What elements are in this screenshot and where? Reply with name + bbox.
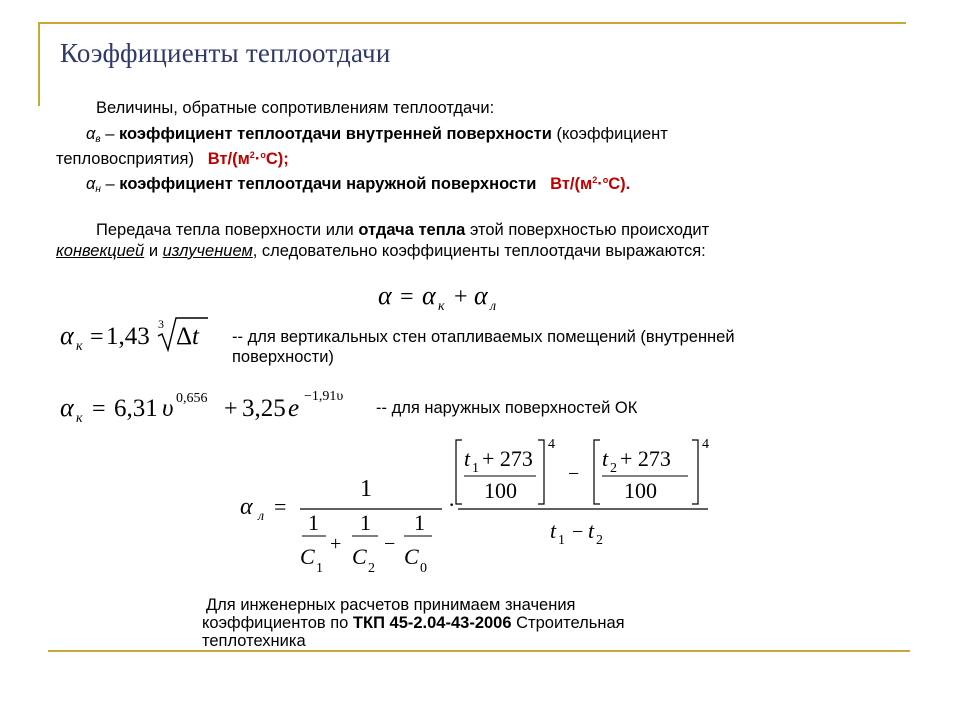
f3-den-t1-sub: 1 [558,533,565,548]
transfer-line2 [56,241,706,261]
convection-term: конвекцией [56,242,145,260]
f3-t1-sub: 1 [472,461,479,476]
f3-c2: C [352,544,367,569]
slide-title: Коэффициенты теплоотдачи [60,38,391,68]
alpha-in-rest: (коэффициент [551,125,668,143]
main-alpha-l: α [474,281,488,310]
f2-alpha: α [60,393,74,422]
f1-k-sub: к [76,339,83,354]
note-line2a: коэффициентов по [202,614,353,632]
alpha-in-unit: $Вт/(м^2\cdot^оС)$; [207,150,289,168]
footer-rule [48,650,910,652]
f1-eq: = [90,324,104,350]
f3-bracket-2-left [594,440,600,504]
title-vertical-rule [38,22,40,106]
alpha-out-dash: – [100,175,120,193]
f3-one-b: 1 [360,510,371,535]
alpha-in-symbol: α [86,125,96,143]
alpha-in-bold: коэффициент теплоотдачи внутренней поверхности [119,125,552,143]
main-plus: + [454,284,468,310]
f1-coef: 1,43 [106,323,150,350]
alpha-out-symbol: α [86,175,96,193]
f2-k-sub: к [76,411,83,426]
transfer-p2-end: , следовательно коэффициенты теплоотдачи выражаются: [252,242,706,260]
f3-dot: · [448,492,456,517]
alpha-out-sub: н [95,184,101,195]
f3-bracket-2-right [692,440,698,504]
title-top-rule [38,22,906,24]
f3-c0-sub: 0 [420,561,427,576]
radiation-term: излучением [162,242,253,260]
f3-c2-sub: 2 [368,561,375,576]
f3-den-t2-sub: 2 [596,533,603,548]
f3-minus-2: − [568,463,580,485]
main-eq: = [400,284,414,310]
f3-pow-2: 4 [702,437,709,452]
alpha-in-dash: – [100,125,120,143]
alpha-out-bold: коэффициент теплоотдачи наружной поверхности [119,175,537,193]
note-standard: ТКП 45-2.04-43-2006 [352,614,512,632]
f3-plus: + [330,533,342,555]
f2-c2: 3,25 [242,395,286,422]
f3-c0: C [404,544,419,569]
f2-eq: = [92,396,106,422]
f3-c1: C [300,544,315,569]
f3-numerator-one: 1 [360,476,372,502]
f1-alpha: α [60,321,74,350]
note-line2 [202,615,625,632]
transfer-bold: отдача тепла [358,221,466,239]
f3-t1: t [464,446,471,471]
note-line3: теплотехника [202,632,306,650]
f3-hundred-1: 100 [484,478,517,503]
f2-exp2: −1,91υ [304,389,344,404]
f3-bracket-1-left [456,440,462,504]
note-line2c: Строительная [511,614,625,632]
f2-e: e [288,395,300,422]
main-l-sub: л [490,299,497,314]
alpha-out-definition [86,170,630,200]
f1-description-line2: поверхности) [232,348,334,366]
transfer-p1: Передача тепла поверхности или [96,221,359,239]
f3-l-sub: л [258,509,265,524]
main-alpha-k: α [422,281,436,310]
f1-description-line1: -- для вертикальных стен отапливаемых помещений (внутренней [232,328,735,346]
main-alpha: α [378,281,392,310]
alpha-in-sub: в [95,134,101,145]
f3-one-c: 1 [414,510,425,535]
main-k-sub: к [438,299,445,314]
intro-text: Величины, обратные сопротивлениям теплоотдачи: [96,99,495,117]
f3-pow-1: 4 [548,437,555,452]
f3-one-a: 1 [308,510,319,535]
f3-hundred-2: 100 [624,478,657,503]
f3-minus: − [384,533,396,555]
alpha-in-line2 [56,145,289,169]
f3-den-minus: − [572,521,584,543]
f3-alpha: α [240,494,253,520]
f3-t2: t [602,446,609,471]
f1-root-index: 3 [158,317,164,331]
formula-1 [58,314,218,358]
f3-den-t1: t [550,518,557,543]
f3-t2-sub: 2 [610,461,617,476]
alpha-in-line2-text: тепловосприятия) [56,150,194,168]
formula-3 [236,432,716,582]
formula-2 [58,384,378,430]
f1-t: t [192,323,199,350]
f2-c1: 6,31 [114,395,158,422]
f3-c1-sub: 1 [316,561,323,576]
formula-main [370,278,530,314]
f3-eq: = [274,494,287,519]
f3-add-1: + 273 [482,446,533,471]
note-line1: Для инженерных расчетов принимаем значения [206,596,576,614]
alpha-out-unit: $Вт/(м^2\cdot^оС)$. [550,175,631,193]
f3-den-t2: t [588,518,595,543]
f2-exp1: 0,656 [176,391,208,406]
transfer-p1-end: этой поверхностью происходит [465,221,710,239]
f2-plus: + [224,396,238,422]
f2-v: υ [162,395,174,422]
transfer-line1 [96,220,709,240]
f1-delta: Δ [176,323,193,350]
f3-add-2: + 273 [620,446,671,471]
transfer-and: и [144,242,163,260]
f3-bracket-1-right [538,440,544,504]
f2-description: -- для наружных поверхностей ОК [376,399,638,417]
